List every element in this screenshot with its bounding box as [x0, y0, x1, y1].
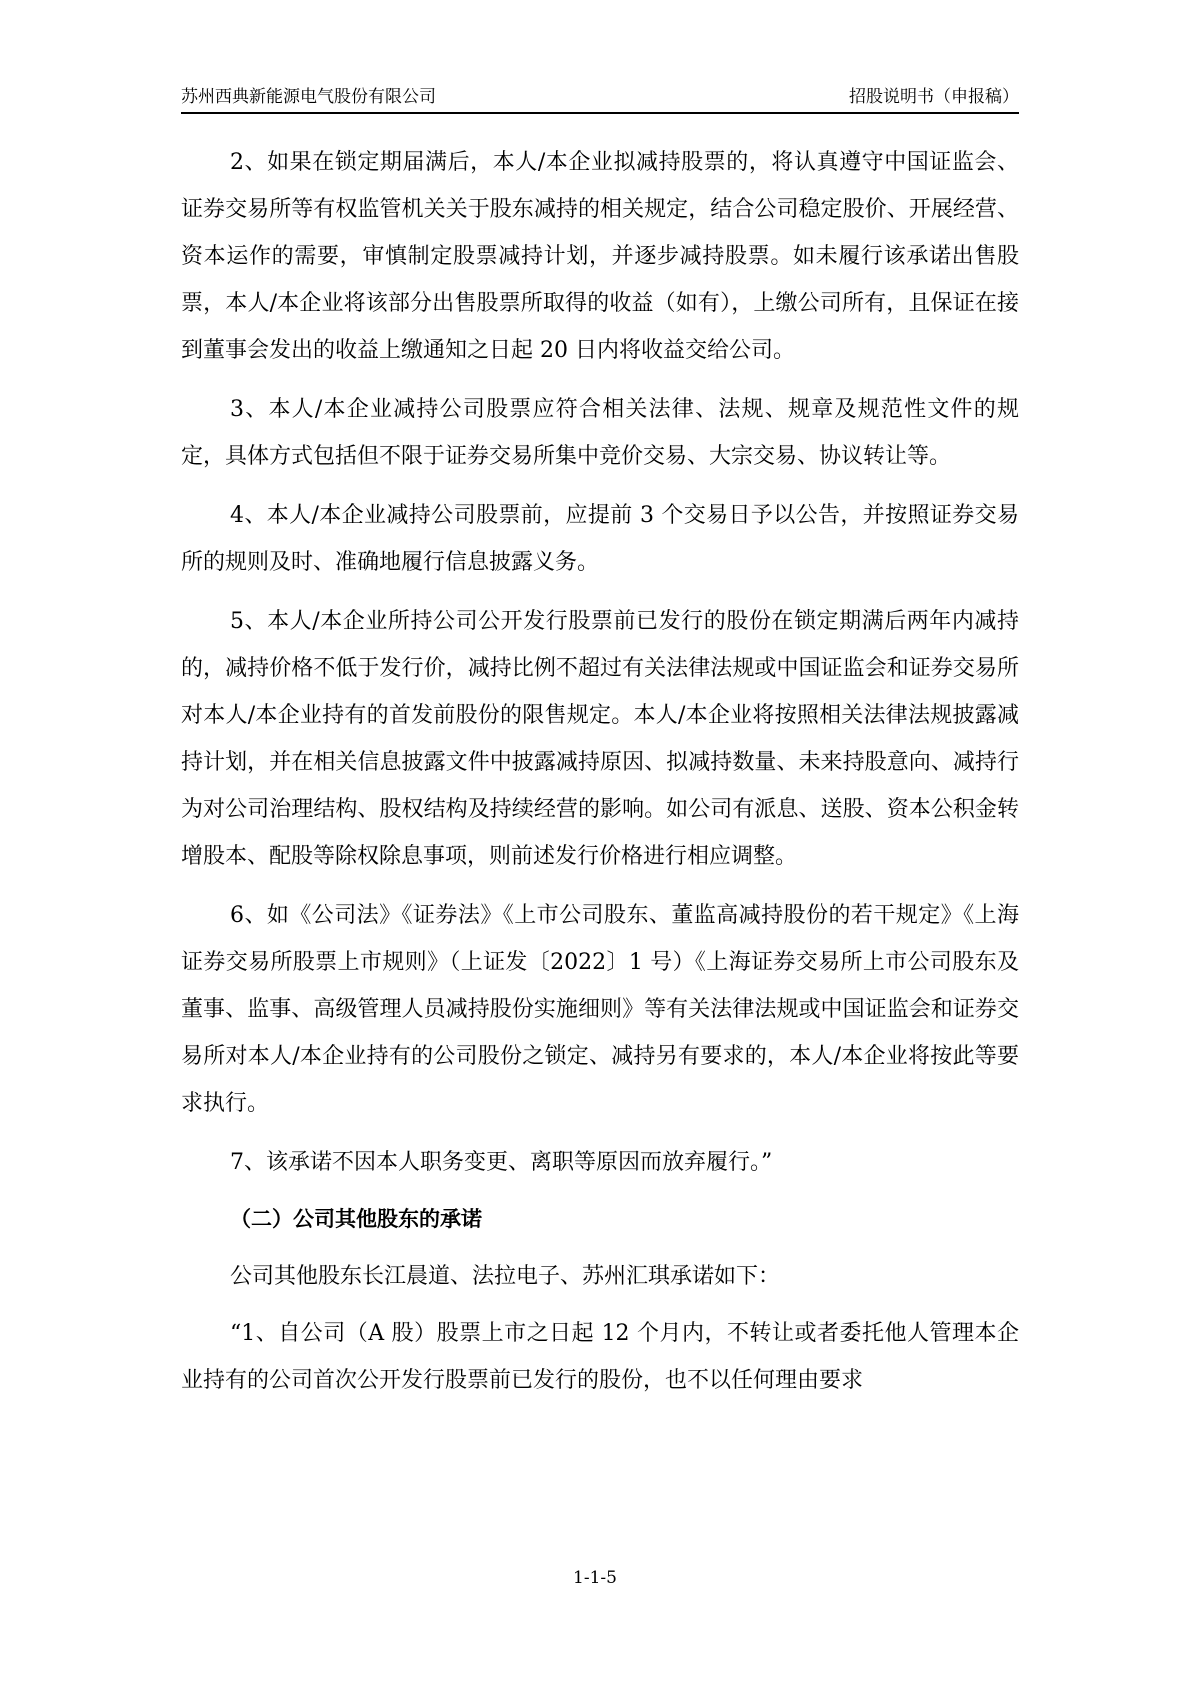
paragraph-3: 3、本人/本企业减持公司股票应符合相关法律、法规、规章及规范性文件的规定，具体方式包括但不限于证券交易所集中竞价交易、大宗交易、协议转让等。 — [181, 397, 1019, 469]
paragraph-6: 6、如《公司法》《证券法》《上市公司股东、董监高减持股份的若干规定》《上海证券交易所股票上市规则》（上证发〔2022〕1 号）《上海证券交易所上市公司股东及董事、监事、高级管理人员减持股份实施细则》等有关法律法规或中国证监会和证券交易所对本人/本企业持有的公司股份之锁定、减持另有要求的，本人/本企业将按此等要求执行。 — [181, 903, 1019, 1116]
intro-paragraph: 公司其他股东长江晨道、法拉电子、苏州汇琪承诺如下： — [230, 1264, 781, 1289]
quote-paragraph: “1、自公司（A 股）股票上市之日起 12 个月内，不转让或者委托他人管理本企业持有的公司首次公开发行股票前已发行的股份，也不以任何理由要求 — [181, 1321, 1019, 1393]
paragraph-5: 5、本人/本企业所持公司公开发行股票前已发行的股份在锁定期满后两年内减持的，减持价格不低于发行价，减持比例不超过有关法律法规或中国证监会和证券交易所对本人/本企业持有的首发前股份的限售规定。本人/本企业将按照相关法律法规披露减持计划，并在相关信息披露文件中披露减持原因、拟减持数量、未来持股意向、减持行为对公司治理结构、股权结构及持续经营的影响。如公司有派息、送股、资本公积金转增股本、配股等除权除息事项，则前述发行价格进行相应调整。 — [181, 609, 1019, 869]
document-body — [181, 139, 1019, 1416]
section-heading: （二）公司其他股东的承诺 — [230, 1207, 482, 1231]
header-company-name: 苏州西典新能源电气股份有限公司 — [181, 87, 436, 107]
paragraph-4: 4、本人/本企业减持公司股票前，应提前 3 个交易日予以公告，并按照证券交易所的规则及时、准确地履行信息披露义务。 — [181, 503, 1019, 575]
header-document-type: 招股说明书（申报稿） — [849, 87, 1019, 107]
page-number: 1-1-5 — [573, 1568, 617, 1588]
paragraph-7: 7、该承诺不因本人职务变更、离职等原因而放弃履行。” — [230, 1150, 773, 1175]
paragraph-2: 2、如果在锁定期届满后，本人/本企业拟减持股票的，将认真遵守中国证监会、证券交易所等有权监管机关关于股东减持的相关规定，结合公司稳定股价、开展经营、资本运作的需要，审慎制定股票减持计划，并逐步减持股票。如未履行该承诺出售股票，本人/本企业将该部分出售股票所取得的收益（如有），上缴公司所有，且保证在接到董事会发出的收益上缴通知之日起 20 日内将收益交给公司。 — [181, 150, 1019, 363]
page-header — [181, 84, 1019, 114]
